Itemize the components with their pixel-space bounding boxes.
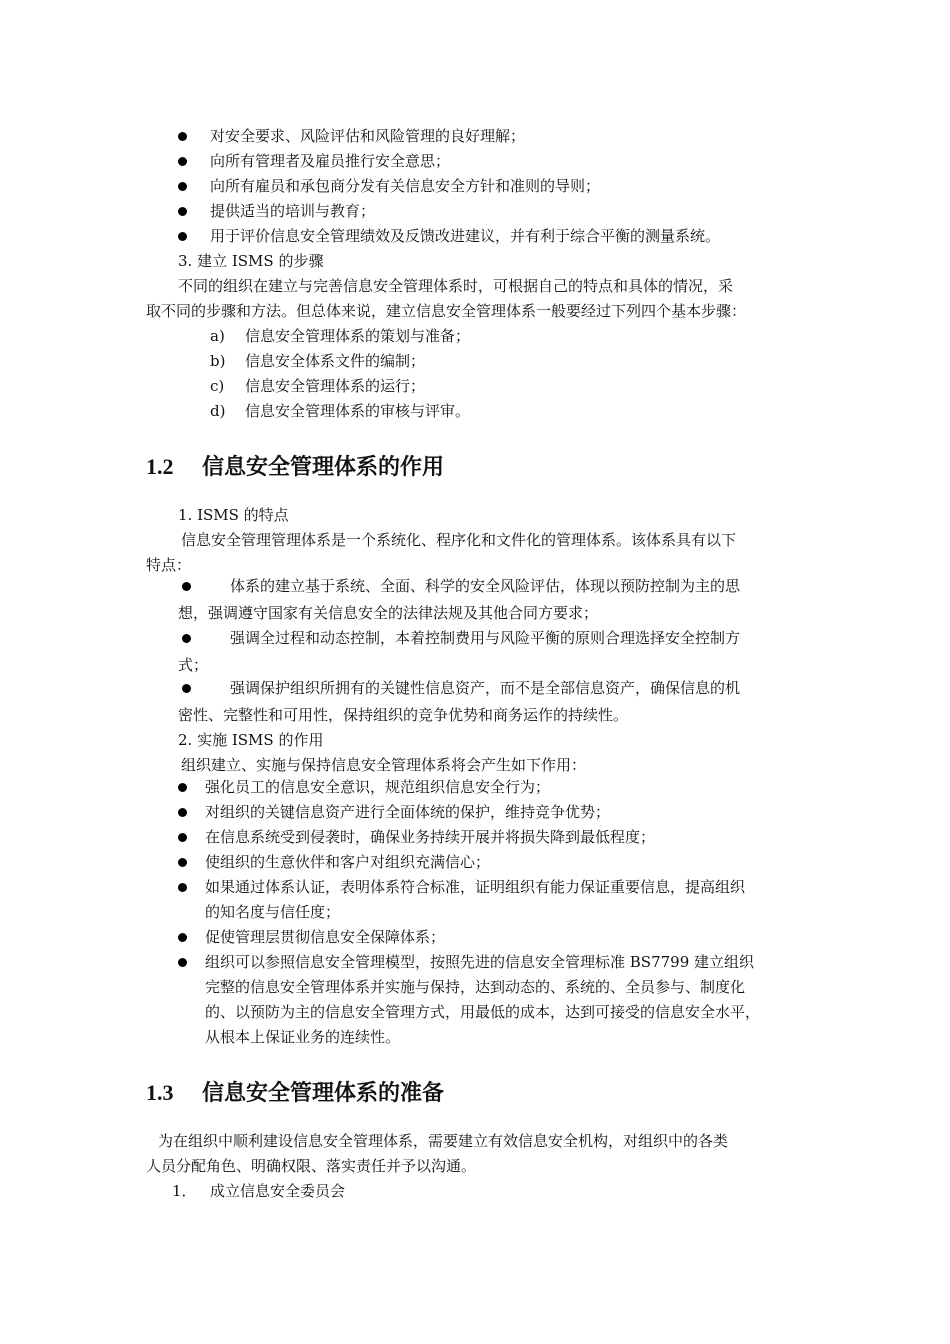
list-item: 信息安全管理体系的运行； (245, 377, 426, 395)
subsection-heading: 1. ISMS 的特点 (178, 506, 289, 524)
paragraph-line: 特点： (146, 556, 192, 574)
list-item-continuation: 完整的信息安全管理体系并实施与保持，达到动态的、系统的、全员参与、制度化 (205, 978, 746, 996)
paragraph-line: 信息安全管理管理体系是一个系统化、程序化和文件化的管理体系。该体系具有以下 (181, 531, 737, 549)
bullet-icon (178, 157, 187, 166)
paragraph-line: 取不同的步骤和方法。但总体来说，建立信息安全管理体系一般要经过下列四个基本步骤： (146, 302, 747, 320)
list-item: 强调全过程和动态控制，本着控制费用与风险平衡的原则合理选择安全控制方 (230, 629, 741, 647)
section-heading (146, 454, 444, 481)
bullet-icon (178, 883, 187, 892)
section-title: 信息安全管理体系的准备 (202, 1081, 445, 1106)
bullet-icon (178, 132, 187, 141)
list-item: 体系的建立基于系统、全面、科学的安全风险评估，体现以预防控制为主的思 (230, 577, 741, 595)
list-item: 向所有管理者及雇员推行安全意思； (210, 152, 451, 170)
list-item: 信息安全体系文件的编制； (245, 352, 426, 370)
list-item-continuation: 式； (178, 656, 209, 674)
bullet-icon (182, 582, 191, 591)
bullet-icon (178, 232, 187, 241)
list-item: 对安全要求、风险评估和风险管理的良好理解； (210, 127, 526, 145)
list-marker: b) (210, 352, 226, 370)
list-item: 向所有雇员和承包商分发有关信息安全方针和准则的导则； (210, 177, 601, 195)
paragraph-line: 人员分配角色、明确权限、落实责任并予以沟通。 (146, 1157, 477, 1175)
bullet-icon (178, 858, 187, 867)
list-item-continuation: 想，强调遵守国家有关信息安全的法律法规及其他合同方要求； (178, 604, 599, 622)
list-item-continuation: 的、以预防为主的信息安全管理方式，用最低的成本，达到可接受的信息安全水平， (205, 1003, 761, 1021)
list-item: 对组织的关键信息资产进行全面体统的保护，维持竞争优势； (205, 803, 611, 821)
list-marker: d) (210, 402, 226, 420)
list-item: 使组织的生意伙伴和客户对组织充满信心； (205, 853, 491, 871)
list-item: 信息安全管理体系的审核与评审。 (245, 402, 471, 420)
subsection-heading: 2. 实施 ISMS 的作用 (178, 731, 324, 749)
bullet-icon (178, 808, 187, 817)
paragraph-line: 不同的组织在建立与完善信息安全管理体系时，可根据自己的特点和具体的情况，采 (178, 277, 734, 295)
paragraph-line: 为在组织中顺利建设信息安全管理体系，需要建立有效信息安全机构，对组织中的各类 (158, 1132, 729, 1150)
list-item-continuation: 的知名度与信任度； (205, 903, 341, 921)
section-number: 1.2 (146, 454, 174, 479)
list-item: 组织可以参照信息安全管理模型，按照先进的信息安全管理标准 BS7799 建立组织 (205, 953, 755, 971)
paragraph-line: 组织建立、实施与保持信息安全管理体系将会产生如下作用： (181, 756, 587, 774)
list-item: 强化员工的信息安全意识，规范组织信息安全行为； (205, 778, 551, 796)
bullet-icon (178, 933, 187, 942)
bullet-icon (178, 958, 187, 967)
list-item: 在信息系统受到侵袭时，确保业务持续开展并将损失降到最低程度； (205, 828, 656, 846)
list-item: 成立信息安全委员会 (210, 1182, 346, 1200)
bullet-icon (178, 182, 187, 191)
list-item: 提供适当的培训与教育； (210, 202, 376, 220)
section-heading (146, 1080, 444, 1107)
subsection-heading: 3. 建立 ISMS 的步骤 (178, 252, 324, 270)
section-number: 1.3 (146, 1080, 174, 1105)
list-item: 促使管理层贯彻信息安全保障体系； (205, 928, 446, 946)
bullet-icon (178, 783, 187, 792)
section-title: 信息安全管理体系的作用 (202, 455, 445, 480)
list-item-continuation: 从根本上保证业务的连续性。 (205, 1028, 401, 1046)
bullet-icon (182, 684, 191, 693)
bullet-icon (178, 833, 187, 842)
list-item: 如果通过体系认证，表明体系符合标准，证明组织有能力保证重要信息，提高组织 (205, 878, 746, 896)
list-marker: c) (210, 377, 225, 395)
list-item: 强调保护组织所拥有的关键性信息资产，而不是全部信息资产，确保信息的机 (230, 679, 741, 697)
bullet-icon (182, 634, 191, 643)
list-item: 用于评价信息安全管理绩效及反馈改进建议，并有利于综合平衡的测量系统。 (210, 227, 721, 245)
list-marker: a) (210, 327, 225, 345)
bullet-icon (178, 207, 187, 216)
list-item: 信息安全管理体系的策划与准备； (245, 327, 471, 345)
list-marker: 1． (172, 1182, 197, 1200)
list-item-continuation: 密性、完整性和可用性，保持组织的竞争优势和商务运作的持续性。 (178, 706, 629, 724)
